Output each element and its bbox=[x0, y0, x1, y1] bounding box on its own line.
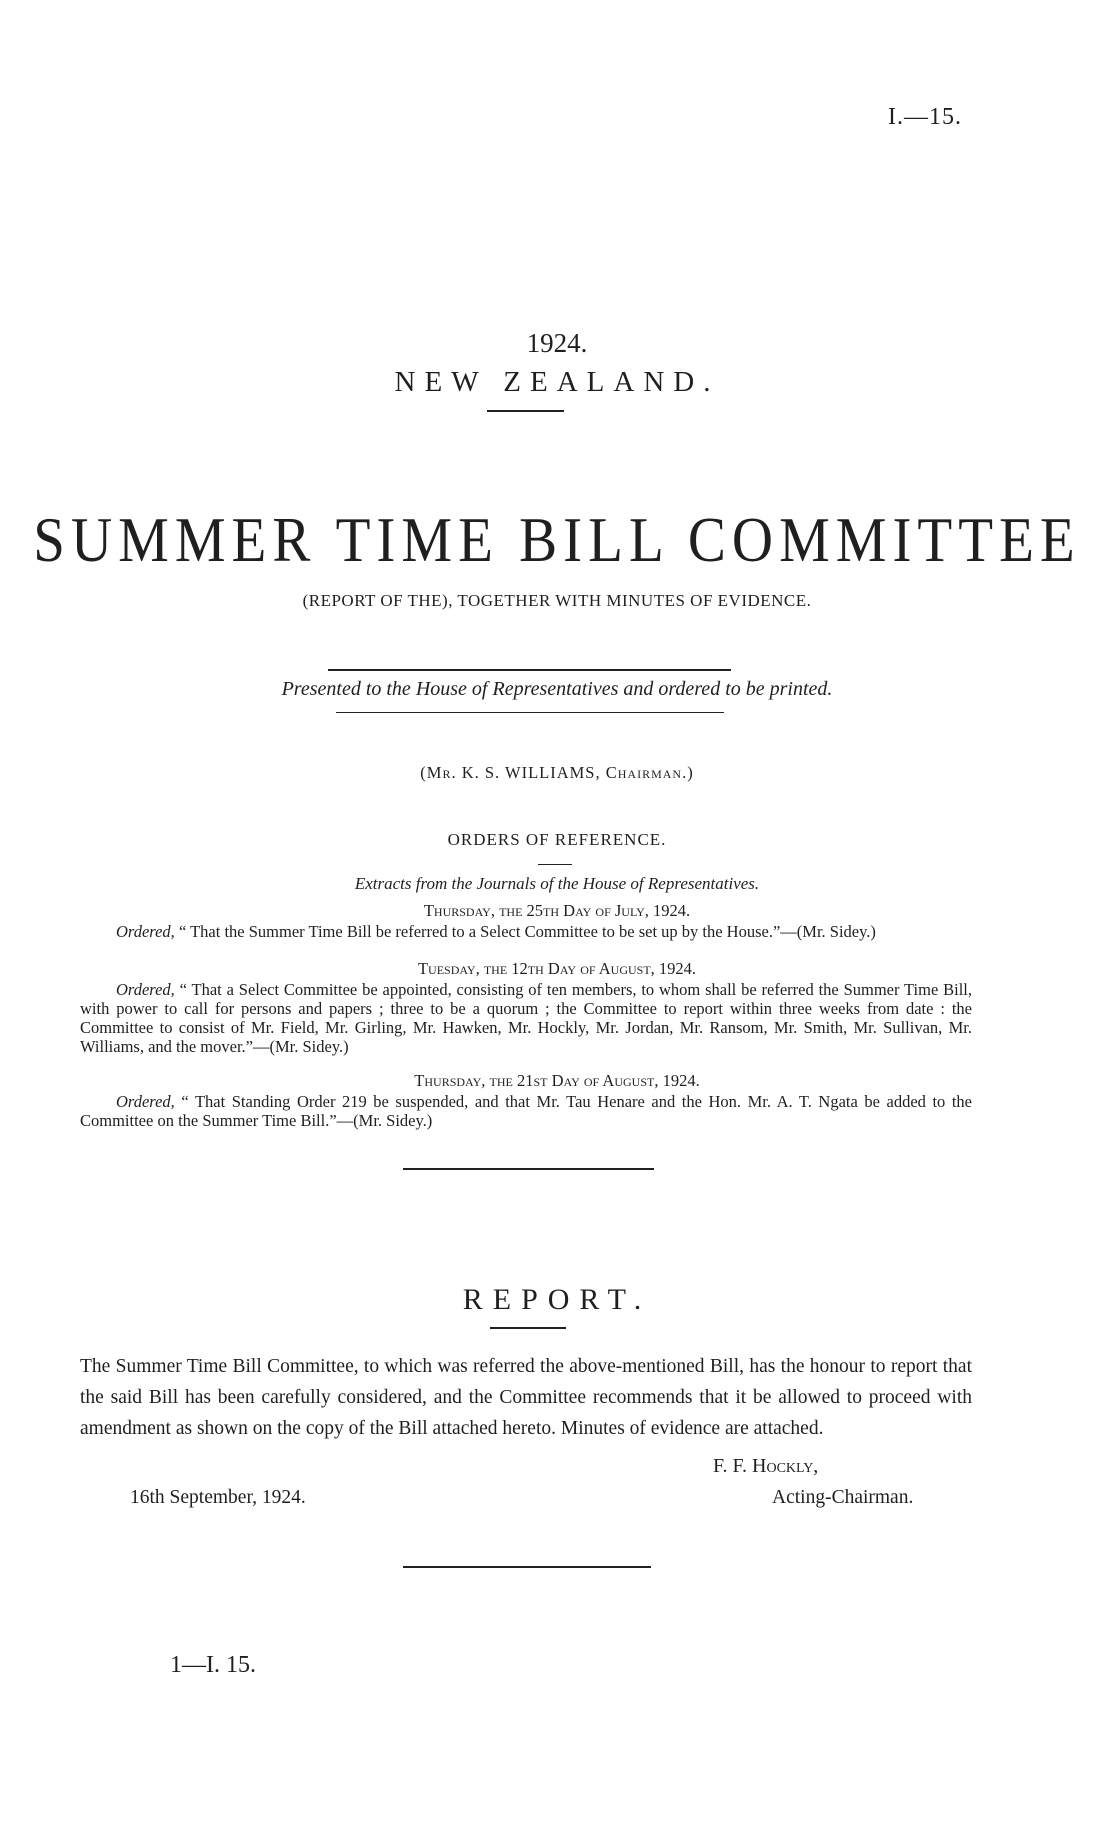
divider bbox=[328, 669, 731, 671]
order-text: “ That a Select Committee be appointed, consisting of ten members, to whom shall be referred the Summer Time Bill, with power to call for persons and papers ; three to be a quorum ; the Committee to report within three weeks from date : the Committee to consist of Mr. Field, Mr. Girling, Mr. Hawken, Mr. Hockly, Mr. Jordan, Mr. Ransom, Mr. Smith, Mr. Sullivan, Mr. Williams, and the mover.”—(Mr. Sidey.) bbox=[80, 980, 972, 1056]
ordered-label: Ordered, bbox=[116, 1092, 175, 1111]
document-subtitle: (REPORT OF THE), TOGETHER WITH MINUTES OF EVIDENCE. bbox=[302, 591, 812, 610]
extracts-line: Extracts from the Journals of the House of Representatives. bbox=[354, 874, 760, 893]
order-date: Thursday, the 21st Day of August, 1924. bbox=[414, 1071, 700, 1090]
order-text: “ That Standing Order 219 be suspended, and that Mr. Tau Henare and the Hon. Mr. A. T. Ngata be added to the Committee on the Summer Time Bill.”—(Mr. Sidey.) bbox=[80, 1092, 973, 1130]
divider bbox=[403, 1168, 654, 1170]
country: NEW ZEALAND. bbox=[394, 366, 720, 398]
order-text: “ That the Summer Time Bill be referred to a Select Committee to be set up by the House.”—(Mr. Sidey.) bbox=[178, 922, 876, 941]
doc-reference: I.—15. bbox=[888, 104, 962, 130]
order-date: Tuesday, the 12th Day of August, 1924. bbox=[417, 959, 697, 978]
orders-heading: ORDERS OF REFERENCE. bbox=[447, 830, 667, 849]
chairman-line: (Mr. K. S. WILLIAMS, Chairman.) bbox=[420, 763, 694, 782]
order-date: Thursday, the 25th Day of July, 1924. bbox=[423, 901, 691, 920]
ordered-label: Ordered, bbox=[116, 980, 175, 999]
divider bbox=[403, 1566, 651, 1568]
ordered-label: Ordered, bbox=[116, 922, 175, 941]
presented-line: Presented to the House of Representatives and ordered to be printed. bbox=[281, 678, 833, 700]
document-title: SUMMER TIME BILL COMMITTEE bbox=[33, 505, 1081, 576]
signatory-name: F. F. Hockly, bbox=[713, 1455, 819, 1477]
divider bbox=[487, 410, 564, 412]
divider bbox=[336, 712, 724, 713]
order-entry bbox=[80, 1092, 972, 1130]
signatory-title: Acting-Chairman. bbox=[772, 1487, 914, 1508]
year: 1924. bbox=[526, 328, 588, 358]
report-heading: REPORT. bbox=[462, 1283, 652, 1316]
report-date: 16th September, 1924. bbox=[130, 1487, 306, 1508]
report-body: The Summer Time Bill Committee, to which was referred the above-mentioned Bill, has the honour to report that the said Bill has been carefully considered, and the Committee recommends that it be allowed to proceed with amendment as shown on the copy of the Bill attached hereto. Minutes of evidence are attached. bbox=[80, 1356, 972, 1439]
divider bbox=[538, 864, 572, 865]
page-reference: 1—I. 15. bbox=[170, 1652, 256, 1678]
divider bbox=[490, 1327, 566, 1329]
order-entry bbox=[80, 980, 972, 1056]
order-entry bbox=[80, 922, 972, 941]
